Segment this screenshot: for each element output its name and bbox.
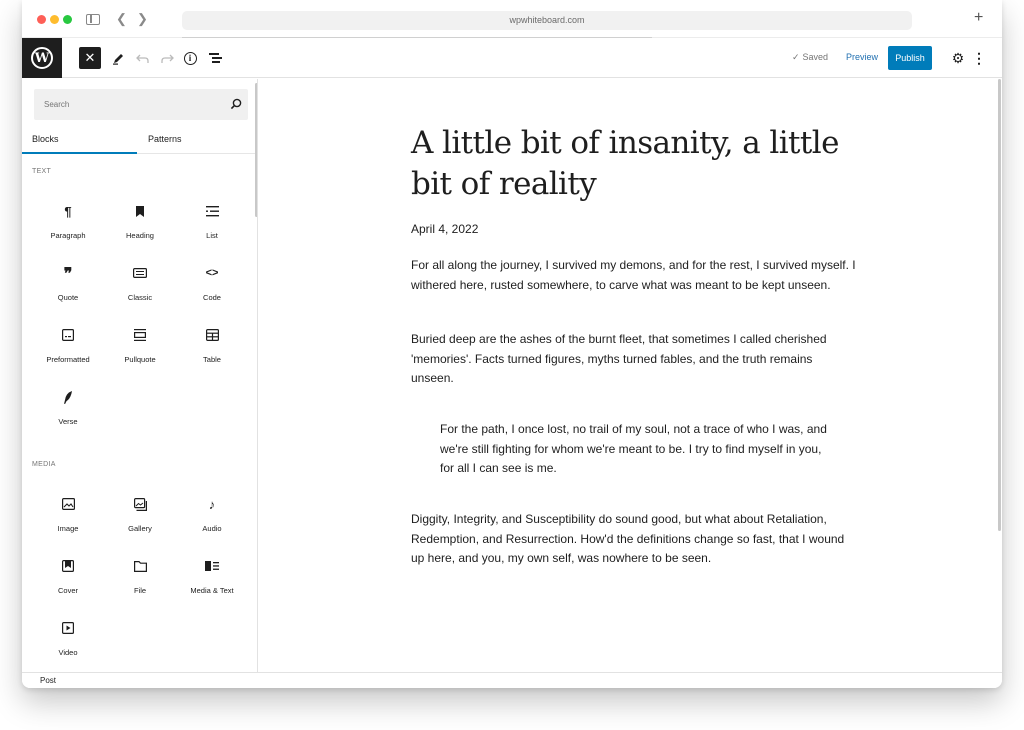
table-icon	[204, 327, 220, 343]
block-cover[interactable]	[32, 554, 104, 612]
sidebar-toggle-icon[interactable]	[86, 14, 100, 25]
block-preformatted[interactable]	[32, 323, 104, 381]
media-text-icon	[204, 558, 220, 574]
editor-canvas	[259, 79, 1002, 672]
paragraph-block[interactable]: Diggity, Integrity, and Susceptibility do sound good, but what about Retaliation, Redemption, and Resurrection. How'd the definitions change so fast, that I wound up here, and you, my own self, was nowhere to be seen.	[411, 512, 845, 566]
block-image[interactable]	[32, 492, 104, 550]
block-label: Cover	[57, 586, 78, 595]
check-icon: ✓	[792, 52, 800, 62]
breadcrumb[interactable]: Post	[40, 676, 57, 685]
inserter-tabs	[22, 122, 258, 154]
preformatted-icon	[60, 327, 76, 343]
search-icon[interactable]	[229, 97, 243, 111]
section-label-text: TEXT	[32, 168, 52, 175]
music-note-icon: ♪	[208, 496, 216, 512]
maximize-window-button[interactable]	[63, 15, 72, 24]
more-options-icon[interactable]: ⋮	[972, 49, 986, 66]
block-heading[interactable]	[104, 199, 176, 257]
post-date[interactable]: April 4, 2022	[411, 222, 479, 236]
saved-status	[792, 52, 828, 63]
undo-icon	[136, 53, 149, 64]
block-file[interactable]	[104, 554, 176, 612]
heading-icon	[132, 203, 148, 219]
canvas-scrollbar[interactable]	[998, 79, 1001, 531]
block-label: Gallery	[128, 524, 152, 533]
block-code[interactable]	[176, 261, 248, 319]
tab-patterns[interactable]: Patterns	[148, 134, 182, 144]
block-media-text[interactable]	[176, 554, 248, 612]
gallery-icon	[132, 496, 148, 512]
tools-button[interactable]	[108, 48, 128, 68]
wordpress-logo-icon: W	[31, 47, 53, 69]
redo-icon	[161, 53, 174, 64]
post-title[interactable]: A little bit of insanity, a little bit of reality	[411, 125, 839, 202]
settings-gear-icon[interactable]: ⚙	[951, 49, 965, 66]
forward-icon[interactable]: ❯	[137, 11, 148, 26]
list-view-button[interactable]	[205, 48, 225, 68]
close-inserter-button[interactable]: ✕	[79, 47, 101, 69]
block-label: Audio	[202, 524, 222, 533]
paragraph-block[interactable]: For all along the journey, I survived my demons, and for the rest, I survived myself. I withered here, rusted somewhere, to carve what was meant to be kept unseen.	[411, 258, 856, 292]
info-icon: i	[184, 52, 197, 65]
redo-button[interactable]	[157, 48, 177, 68]
block-label: Table	[203, 355, 221, 364]
folder-icon	[132, 558, 148, 574]
publish-button[interactable]: Publish	[888, 46, 932, 70]
block-inserter-panel	[22, 79, 258, 672]
block-label: Code	[203, 293, 221, 302]
editor-footer	[22, 672, 1002, 688]
block-audio[interactable]	[176, 492, 248, 550]
saved-label: Saved	[802, 52, 829, 62]
undo-button[interactable]	[132, 48, 152, 68]
paragraph-block[interactable]: Buried deep are the ashes of the burnt fleet, that sometimes I called cherished 'memories'. Facts turned figures, myths turned fables, and the truth remains unseen.	[411, 332, 827, 386]
paragraph-icon: ¶	[64, 203, 72, 219]
block-list[interactable]	[176, 199, 248, 257]
block-label: File	[133, 586, 147, 595]
quote-icon: ❞	[63, 263, 73, 283]
inserter-scrollbar[interactable]	[255, 83, 258, 217]
wordpress-logo-button[interactable]	[22, 38, 62, 78]
new-tab-icon[interactable]: +	[974, 9, 984, 26]
block-quote[interactable]	[32, 261, 104, 319]
section-label-media: MEDIA	[32, 461, 56, 468]
browser-window	[22, 0, 1002, 688]
block-gallery[interactable]	[104, 492, 176, 550]
block-paragraph[interactable]	[32, 199, 104, 257]
block-classic[interactable]	[104, 261, 176, 319]
close-window-button[interactable]	[37, 15, 46, 24]
details-button[interactable]	[180, 48, 200, 68]
block-label: Video	[58, 648, 78, 657]
block-label: Quote	[57, 293, 79, 302]
list-view-icon	[209, 53, 222, 63]
search-input[interactable]	[44, 89, 214, 120]
keyboard-icon	[132, 265, 148, 281]
block-label: Heading	[126, 231, 154, 240]
block-label: Paragraph	[50, 231, 86, 240]
pen-icon	[112, 52, 125, 65]
block-label: Image	[57, 524, 79, 533]
list-icon	[204, 203, 220, 219]
video-icon	[60, 620, 76, 636]
search-box	[34, 89, 248, 120]
image-icon	[60, 496, 76, 512]
quote-block[interactable]: For the path, I once lost, no trail of my soul, not a trace of who I was, and we're still fighting for whom we're meant to be. I try to find myself in you, for all I can see is me.	[440, 422, 827, 476]
cover-icon	[60, 558, 76, 574]
editor-toolbar	[22, 38, 1002, 78]
block-label: List	[206, 231, 218, 240]
preview-button[interactable]: Preview	[846, 52, 879, 62]
block-video[interactable]	[32, 616, 104, 672]
block-label: Preformatted	[46, 355, 90, 364]
minimize-window-button[interactable]	[50, 15, 59, 24]
block-label: Verse	[58, 417, 78, 426]
block-verse[interactable]	[32, 385, 104, 443]
browser-chrome	[22, 0, 1002, 38]
back-icon[interactable]: ❮	[116, 11, 127, 26]
tab-blocks[interactable]: Blocks	[22, 122, 137, 154]
address-bar[interactable]: wpwhiteboard.com	[182, 11, 912, 30]
block-label: Classic	[127, 293, 153, 302]
feather-icon	[60, 389, 76, 405]
code-icon: <>	[205, 267, 219, 279]
block-label: Pullquote	[124, 355, 156, 364]
block-table[interactable]	[176, 323, 248, 381]
pullquote-icon	[132, 327, 148, 343]
block-pullquote[interactable]	[104, 323, 176, 381]
block-label: Media & Text	[190, 586, 234, 595]
